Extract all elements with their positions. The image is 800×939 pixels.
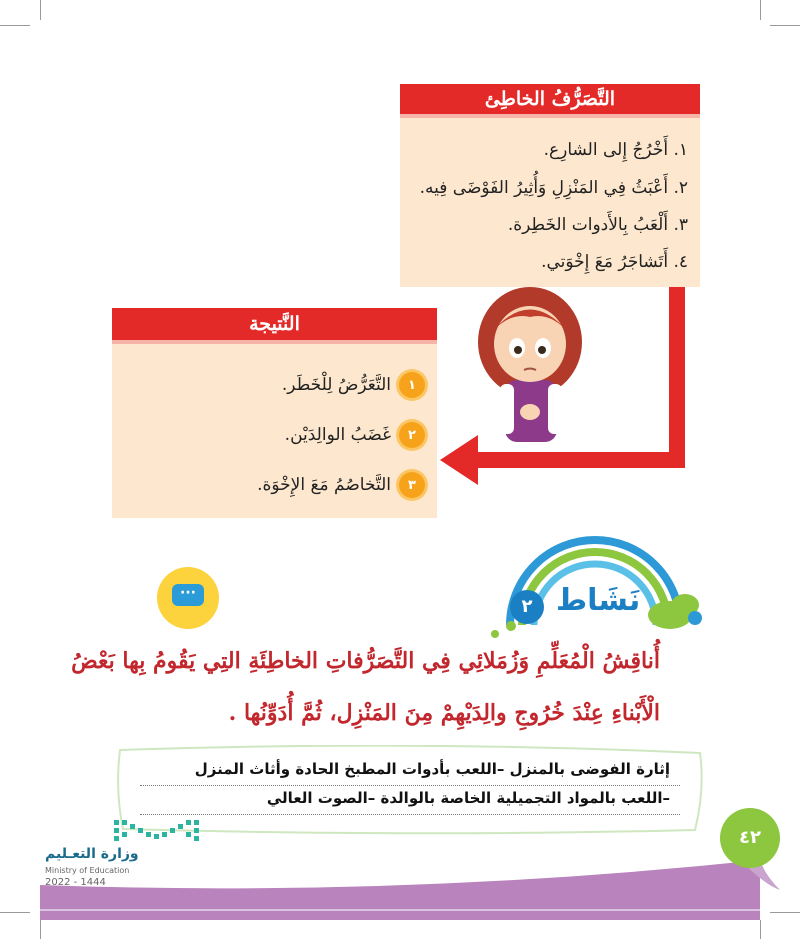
result-text: التَّعَرُّضُ لِلْخَطَر.: [281, 375, 391, 395]
ministry-name-arabic: وزارة التعـليم: [45, 846, 139, 862]
ministry-logo-icon: [112, 818, 204, 848]
academic-year: 2022 - 1444: [45, 877, 106, 888]
activity-title: نَشَاط: [556, 583, 641, 618]
wrong-behavior-title: التَّصَرُّفُ الخاطِئ: [484, 88, 616, 110]
answer-divider: [140, 785, 680, 786]
flower-icon: [680, 603, 710, 633]
result-item: [282, 370, 425, 400]
result-item: [285, 420, 425, 450]
chat-bubble-icon: ···: [172, 584, 204, 606]
answer-text-line[interactable]: –اللعب بالمواد التجميلية الخاصة بالوالدة –الصوت العالي: [266, 789, 670, 807]
girl-illustration: [470, 272, 590, 442]
wrong-behavior-box: [400, 84, 700, 287]
wrong-behavior-item: ٣. أَلْعَبُ بِالأَدوات الخَطِرة.: [507, 215, 688, 235]
number-badge: ٣: [399, 472, 425, 498]
flower-icon: [485, 612, 525, 642]
answer-text-line[interactable]: إثارة الفوضى بالمنزل –اللعب بأدوات المطبخ الحادة وأثاث المنزل: [194, 760, 670, 778]
wrong-behavior-item: ٤. أَتَشاجَرُ مَعَ إِخْوَتي.: [541, 252, 688, 272]
activity-question-line: الْأَبْناءِ عِنْدَ خُرُوجِ والِدَيْهِمْ مِنَ المَنْزِل، ثُمَّ أُدَوِّنُها .: [228, 700, 660, 726]
wrong-behavior-item: ٢. أَعْبَثُ فِي المَنْزِلِ وَأُثِيرُ الفَوْضَى فِيه.: [419, 178, 688, 198]
number-badge: ١: [399, 372, 425, 398]
result-title: النَّتيجة: [249, 313, 300, 335]
ministry-name-english: Ministry of Education: [45, 866, 130, 875]
page-number: ٤٢: [720, 808, 780, 868]
activity-question-line: أُناقِشُ الْمُعَلِّمِ وَزُمَلائِي فِي التَّصَرُّفاتِ الخاطِئَةِ التِي يَقُومُ بِها بَعْضُ: [71, 648, 660, 674]
number-badge: ٢: [399, 422, 425, 448]
result-item: [257, 470, 425, 500]
result-text: غَضَبُ الوالِدَيْن.: [284, 425, 391, 445]
wrong-behavior-item: ١. أَخْرُجُ إِلى الشارِع.: [543, 140, 688, 160]
activity-number: ٢: [510, 590, 544, 624]
wrong-behavior-header: [400, 84, 700, 118]
result-header: [112, 308, 437, 344]
answer-divider: [140, 814, 680, 815]
result-box: [112, 308, 437, 518]
result-text: التَّخاصُمُ مَعَ الإِخْوَة.: [257, 475, 391, 495]
